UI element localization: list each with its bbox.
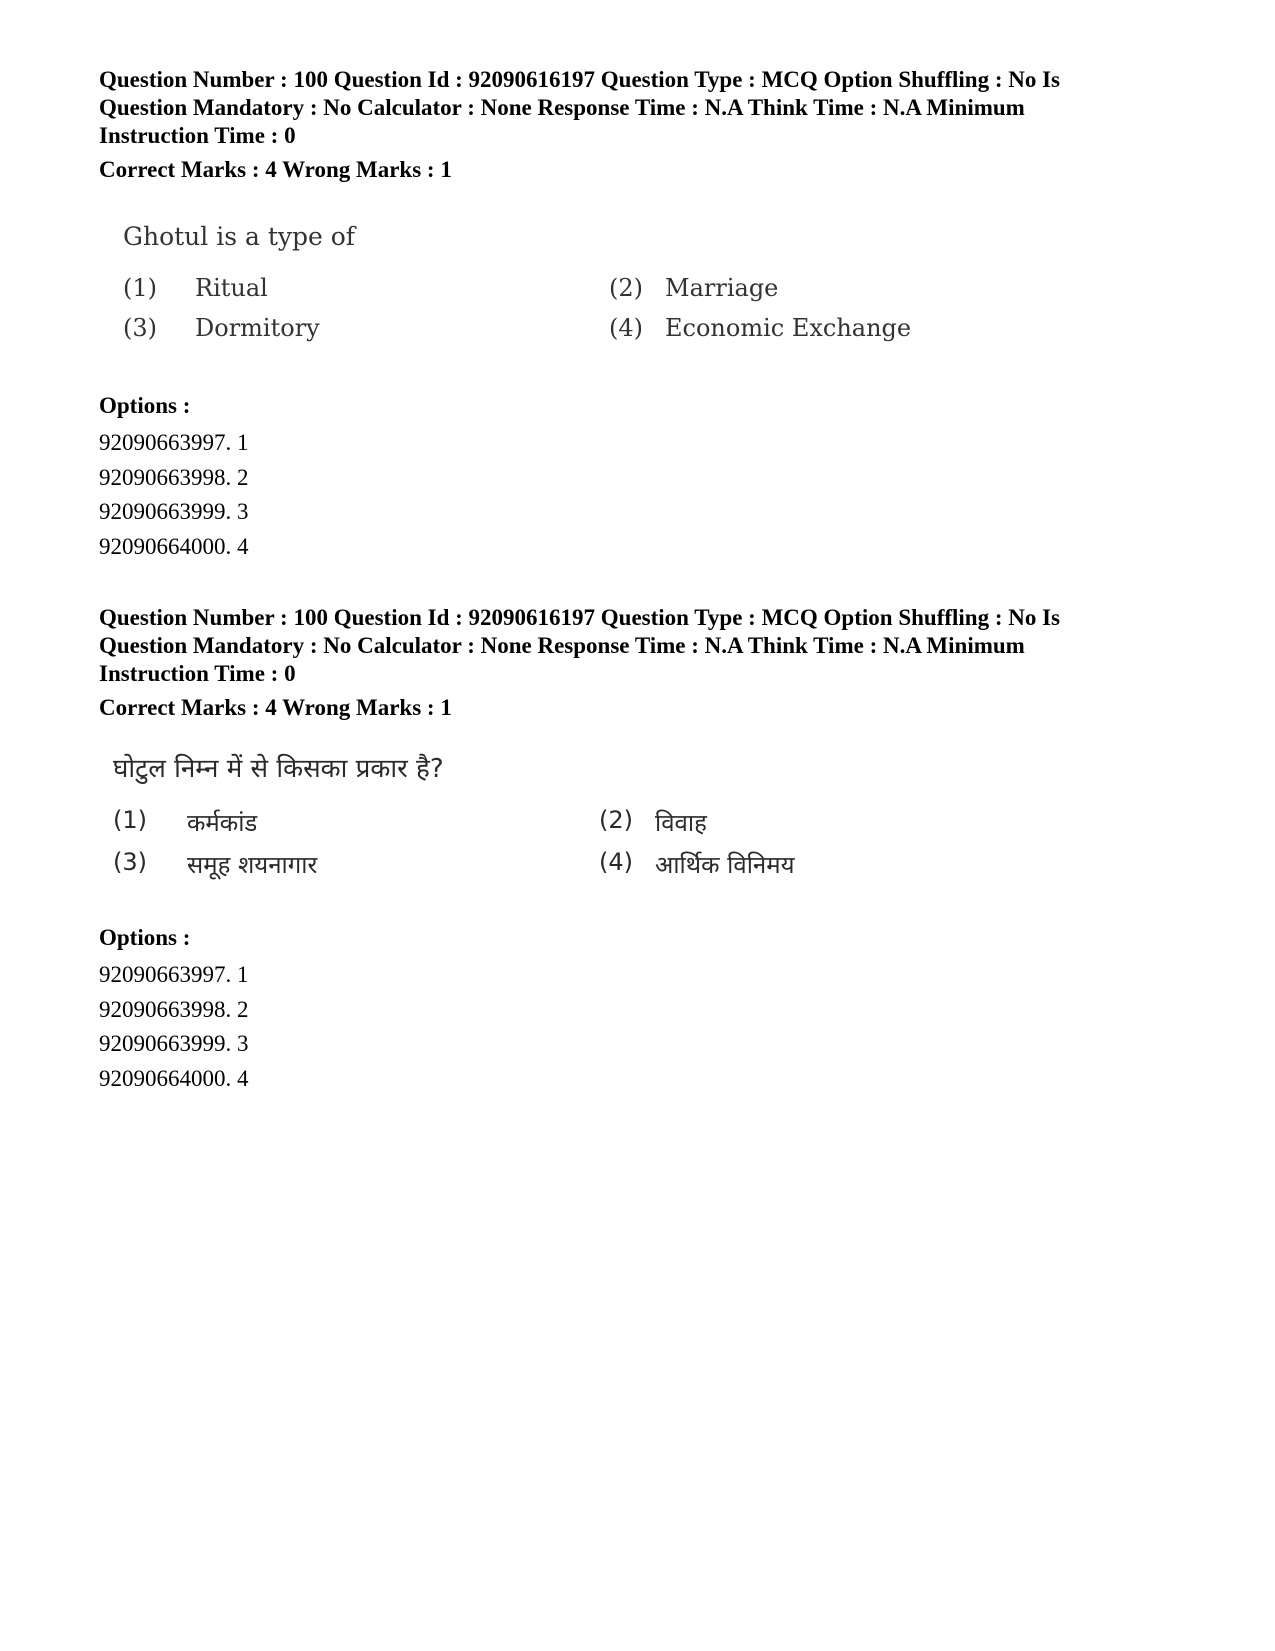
- choice-number: (4): [599, 848, 633, 876]
- marks-line: Correct Marks : 4 Wrong Marks : 1: [99, 157, 452, 182]
- choice-number: (2): [599, 806, 633, 834]
- question-meta-line: Question Number : 100 Question Id : 92090616197 Question Type : MCQ Option Shuffling : No Is: [99, 67, 1061, 92]
- choice-text: Economic Exchange: [665, 314, 912, 342]
- question-text: घोटुल निम्न में से किसका प्रकार है?: [113, 754, 444, 784]
- choice-grid: [99, 802, 999, 884]
- option-item: 92090664000. 4: [99, 533, 249, 559]
- choice-number: (3): [123, 314, 157, 342]
- option-item: 92090664000. 4: [99, 1065, 249, 1091]
- choice-text: विवाह: [655, 809, 707, 837]
- choice-text: आर्थिक विनिमय: [655, 851, 795, 879]
- choice-text: Marriage: [665, 274, 779, 302]
- marks-line: Correct Marks : 4 Wrong Marks : 1: [99, 695, 452, 720]
- choice-text: समूह शयनागार: [187, 851, 318, 879]
- question-meta-line: Question Number : 100 Question Id : 92090616197 Question Type : MCQ Option Shuffling : No Is: [99, 605, 1061, 630]
- option-item: 92090663998. 2: [99, 464, 249, 490]
- choice-text: Dormitory: [195, 314, 320, 342]
- option-item: 92090663998. 2: [99, 996, 249, 1022]
- option-item: 92090663999. 3: [99, 499, 249, 524]
- option-item: 92090663999. 3: [99, 1031, 249, 1056]
- options-label: Options :: [99, 925, 191, 950]
- question-block-english: [99, 66, 1179, 564]
- choice-grid: [99, 270, 999, 352]
- question-image: [99, 220, 999, 352]
- question-meta-line: Question Mandatory : No Calculator : None Response Time : N.A Think Time : N.A Minimum: [99, 95, 1025, 120]
- choice-number: (4): [609, 314, 643, 342]
- option-item: 92090663997. 1: [99, 962, 249, 987]
- option-item: 92090663997. 1: [99, 430, 249, 455]
- choice-text: कर्मकांड: [187, 809, 258, 837]
- question-meta-line: Instruction Time : 0: [99, 123, 296, 148]
- question-text: Ghotul is a type of: [123, 222, 356, 251]
- question-meta-line: Instruction Time : 0: [99, 661, 296, 686]
- options-list: [99, 958, 1179, 1096]
- question-image: [99, 752, 999, 884]
- question-block-hindi: [99, 604, 1179, 1096]
- choice-number: (1): [113, 806, 147, 834]
- choice-text: Ritual: [195, 274, 268, 302]
- choice-number: (1): [123, 274, 157, 302]
- choice-number: (2): [609, 274, 643, 302]
- options-label: Options :: [99, 393, 191, 418]
- question-meta-line: Question Mandatory : No Calculator : None Response Time : N.A Think Time : N.A Minimum: [99, 633, 1025, 658]
- choice-number: (3): [113, 848, 147, 876]
- options-list: [99, 426, 1179, 564]
